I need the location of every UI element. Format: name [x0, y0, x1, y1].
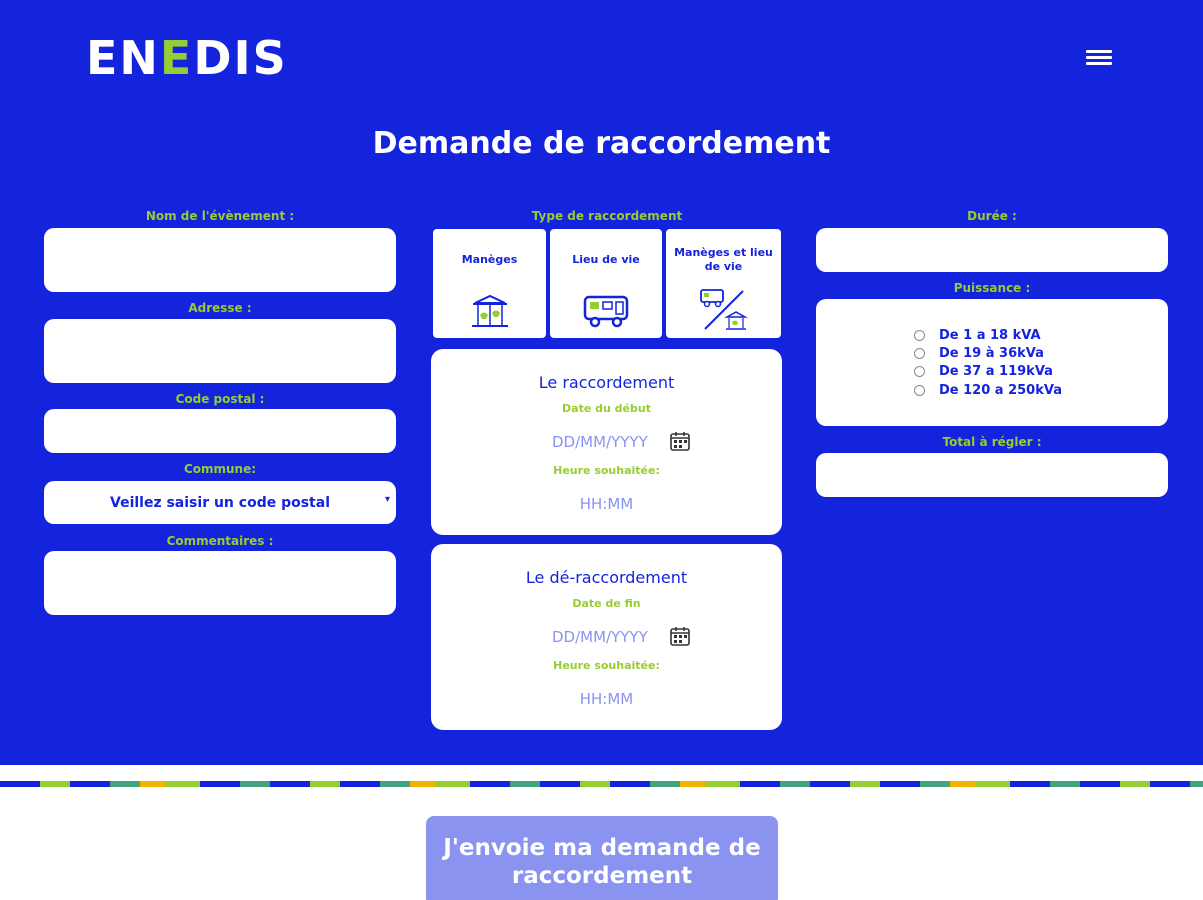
radio-button[interactable] [914, 330, 925, 341]
connection-type-label: Type de raccordement [531, 209, 683, 223]
duration-label: Durée : [967, 209, 1017, 223]
carousel-icon [469, 293, 511, 331]
logo-text-rest: DIS [193, 31, 288, 85]
end-date-label: Date de fin [572, 597, 641, 610]
type-card-label: Manèges et lieu de vie [674, 246, 773, 273]
start-date-label: Date du début [562, 402, 651, 415]
hamburger-menu-icon[interactable] [1084, 46, 1114, 70]
power-option-2[interactable] [914, 344, 1044, 362]
radio-button[interactable] [914, 348, 925, 359]
type-card-label: Lieu de vie [572, 253, 640, 266]
postal-code-label: Code postal : [175, 392, 265, 406]
start-time-label: Heure souhaitée: [553, 464, 660, 477]
duration-field[interactable] [816, 228, 1168, 272]
radio-button[interactable] [914, 385, 925, 396]
power-option-label: De 1 a 18 kVA [939, 327, 1041, 343]
camper-and-carousel-icon [699, 287, 749, 333]
commune-select[interactable] [44, 481, 396, 524]
calendar-icon[interactable] [669, 430, 691, 452]
start-date-input[interactable]: DD/MM/YYYY [552, 433, 648, 451]
commune-select-value: Veillez saisir un code postal [110, 494, 330, 511]
end-time-input[interactable]: HH:MM [579, 690, 634, 708]
connection-panel [431, 349, 782, 535]
total-label: Total à régler : [942, 435, 1042, 449]
disconnection-title: Le dé-raccordement [525, 568, 688, 587]
power-option-3[interactable] [914, 362, 1053, 380]
enedis-logo [86, 31, 288, 85]
type-card-maneges[interactable] [433, 229, 546, 338]
power-option-label: De 19 à 36kVa [939, 345, 1044, 361]
logo-text-main: EN [86, 31, 160, 85]
chevron-down-icon: ▾ [384, 494, 390, 505]
comments-field[interactable] [44, 551, 396, 615]
power-options-box [816, 299, 1168, 426]
power-option-label: De 37 a 119kVa [939, 363, 1053, 379]
commune-label: Commune: [183, 462, 257, 476]
calendar-icon[interactable] [669, 625, 691, 647]
type-card-label: Manèges [461, 253, 518, 266]
event-name-label: Nom de l'évènement : [145, 209, 295, 223]
power-label: Puissance : [953, 281, 1031, 295]
disconnection-panel [431, 544, 782, 730]
event-name-field[interactable] [44, 228, 396, 292]
address-field[interactable] [44, 319, 396, 383]
radio-button[interactable] [914, 366, 925, 377]
start-time-input[interactable]: HH:MM [579, 495, 634, 513]
submit-request-button[interactable]: J'envoie ma demande de raccordement [426, 816, 778, 900]
power-option-1[interactable] [914, 326, 1041, 344]
type-card-lieu-de-vie[interactable] [550, 229, 662, 338]
address-label: Adresse : [188, 301, 252, 315]
power-option-label: De 120 a 250kVa [939, 382, 1062, 398]
power-option-4[interactable] [914, 381, 1062, 399]
camper-van-icon [583, 293, 629, 329]
type-card-maneges-et-lieu-de-vie[interactable] [666, 229, 781, 338]
end-date-input[interactable]: DD/MM/YYYY [552, 628, 648, 646]
logo-text-accent: E [159, 31, 194, 85]
decorative-stripe [0, 781, 1203, 787]
total-field [816, 453, 1168, 497]
end-time-label: Heure souhaitée: [553, 659, 660, 672]
page-title: Demande de raccordement [372, 126, 831, 161]
postal-code-field[interactable] [44, 409, 396, 453]
comments-label: Commentaires : [166, 534, 274, 548]
connection-title: Le raccordement [538, 373, 675, 392]
